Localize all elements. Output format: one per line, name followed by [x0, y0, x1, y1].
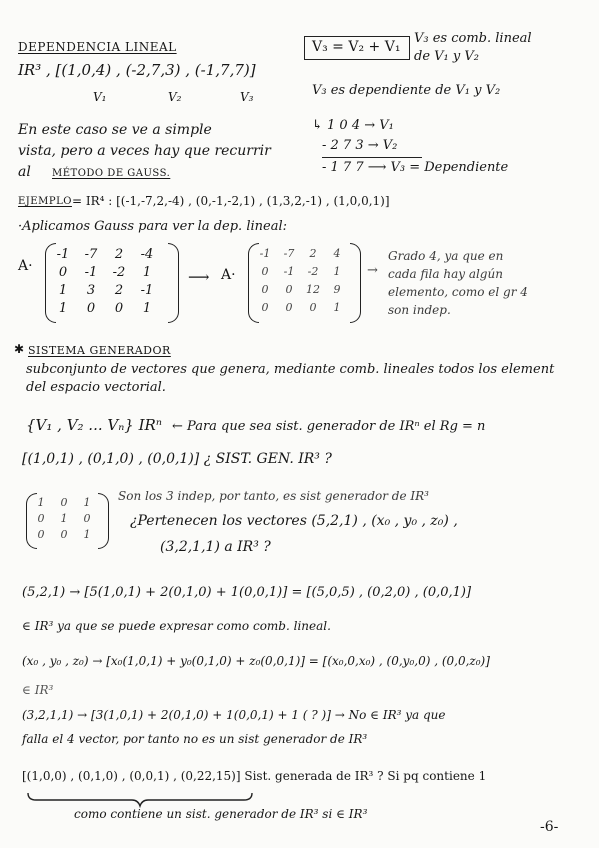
box-note-line-1: V₃ es comb. lineal — [414, 31, 532, 46]
box-note-line-2: de V₁ y V₂ — [414, 49, 479, 64]
indep-note: Son los 3 indep, por tanto, es sist generador de IR³ — [118, 489, 429, 503]
calc-row-1: ↳ 1 0 4 → V₁ — [312, 118, 394, 133]
matrix-a-label: A· — [18, 258, 33, 274]
grado-note-2: cada fila hay algún — [388, 267, 503, 281]
example-vector-set: = IR⁴ : [(-1,-7,2,-4) , (0,-1,-2,1) , (1,3,2,-1) , (1,0,0,1)] — [72, 194, 390, 208]
transform-arrow: ⟶ — [188, 268, 210, 286]
matrix-a-cell: 0 — [114, 301, 124, 316]
calc-row-3: - 1 7 7 ⟶ V₃ = Dependiente — [322, 160, 509, 175]
vector-label-v2: V₂ — [168, 90, 182, 104]
matrix-b-cell: 0 — [261, 301, 269, 314]
matrix-c-cell: 0 — [60, 496, 68, 509]
dependent-note: V₃ es dependiente de V₁ y V₂ — [312, 83, 501, 98]
matrix-c-cell: 1 — [83, 528, 91, 541]
grado-note-4: son indep. — [388, 303, 451, 317]
question-1: [(1,0,1) , (0,1,0) , (0,0,1)] ¿ SIST. GEN. IR³ ? — [22, 451, 332, 467]
section-bullet: ✱ — [14, 342, 25, 356]
intro-line-2: vista, pero a veces hay que recurrir — [18, 143, 271, 159]
equation-1: (5,2,1) → [5(1,0,1) + 2(0,1,0) + 1(0,0,1)] = [(5,0,5) , (0,2,0) , (0,0,1)] — [22, 585, 472, 600]
boxed-equation: V₃ = V₂ + V₁ — [312, 39, 401, 55]
sg-condition: ← Para que sea sist. generador de IRⁿ el Rg = n — [172, 419, 486, 434]
question-2-note: como contiene un sist. generador de IR³ si ∈ IR³ — [74, 807, 368, 821]
calc-row-1-text: 1 0 4 → V₁ — [327, 118, 394, 133]
matrix-c-cell: 1 — [83, 496, 91, 509]
matrix-a-cell: 1 — [58, 301, 68, 316]
sg-definition-1: subconjunto de vectores que genera, mediante comb. lineales todos los element — [26, 362, 555, 377]
sg-definition-2: del espacio vectorial. — [26, 380, 166, 395]
equation-2-note: ∈ IR³ — [22, 683, 54, 697]
matrix-c-cell: 0 — [37, 512, 45, 525]
matrix-b-cell: -2 — [307, 265, 319, 278]
matrix-b-cell: 9 — [333, 283, 341, 296]
matrix-c-cell: 0 — [83, 512, 91, 525]
matrix-a-cell: 3 — [86, 283, 96, 298]
matrix-a-cell: 2 — [114, 283, 124, 298]
example-label: EJEMPLO — [18, 196, 72, 207]
matrix-b-cell: 0 — [261, 283, 269, 296]
grado-note-3: elemento, como el gr 4 — [388, 285, 528, 299]
r3-vector-set: IR³ , [(1,0,4) , (-2,7,3) , (-1,7,7)] — [18, 61, 256, 79]
question-2: [(1,0,0) , (0,1,0) , (0,0,1) , (0,22,15)] Sist. generada de IR³ ? Si pq contiene 1 — [22, 769, 487, 783]
apply-gauss-text: ·Aplicamos Gauss para ver la dep. lineal: — [18, 219, 287, 234]
equation-1-note: ∈ IR³ ya que se puede expresar como comb. lineal. — [22, 619, 331, 633]
matrix-a-cell: 2 — [114, 247, 124, 262]
vector-label-v1: V₁ — [93, 90, 107, 104]
matrix-c-cell: 1 — [60, 512, 68, 525]
intro-line-3: al — [18, 164, 31, 180]
matrix-b-cell: 12 — [306, 283, 320, 296]
equation-2: (x₀ , y₀ , z₀) → [x₀(1,0,1) + y₀(0,1,0) + z₀(0,0,1)] = [(x₀,0,x₀) , (0,y₀,0) , (0,0,z₀)] — [22, 654, 490, 668]
equation-3: (3,2,1,1) → [3(1,0,1) + 2(0,1,0) + 1(0,0,1) + 1 ( ? )] → No ∈ IR³ ya que — [22, 708, 446, 722]
matrix-b-cell: -1 — [283, 265, 295, 278]
gauss-method-label: MÉTODO DE GAUSS. — [52, 168, 171, 179]
matrix-b-cell: 1 — [333, 301, 341, 314]
matrix-c-cell: 0 — [60, 528, 68, 541]
matrix-a-cell: -7 — [84, 247, 98, 262]
matrix-b-cell: 4 — [333, 247, 341, 260]
matrix-b-cell: -7 — [283, 247, 295, 260]
matrix-a-cell: 0 — [58, 265, 68, 280]
matrix-a-cell: -2 — [112, 265, 126, 280]
matrix-b-cell: 2 — [309, 247, 317, 260]
matrix-a-cell: 1 — [142, 265, 152, 280]
calc-row-2: - 2 7 3 → V₂ — [322, 138, 398, 153]
matrix-b-cell: 0 — [285, 283, 293, 296]
page-title: DEPENDENCIA LINEAL — [18, 40, 177, 54]
matrix-a-cell: -1 — [140, 283, 154, 298]
matrix-b-arrow: → — [367, 263, 378, 278]
matrix-b-cell: 0 — [285, 301, 293, 314]
matrix-b-cell: 0 — [261, 265, 269, 278]
matrix-b-label: A· — [221, 267, 236, 283]
pertenecen-line-1: ¿Pertenecen los vectores (5,2,1) , (x₀ , y₀ , z₀) , — [130, 513, 458, 529]
grado-note-1: Grado 4, ya que en — [388, 249, 504, 263]
matrix-a-cell: 1 — [142, 301, 152, 316]
matrix-a-cell: 1 — [58, 283, 68, 298]
matrix-b-cell: -1 — [259, 247, 271, 260]
matrix-b-cell: 1 — [333, 265, 341, 278]
section2-title: SISTEMA GENERADOR — [28, 344, 171, 357]
vector-label-v3: V₃ — [240, 90, 254, 104]
matrix-c-cell: 1 — [37, 496, 45, 509]
matrix-b-cell: 0 — [309, 301, 317, 314]
equation-3-note: falla el 4 vector, por tanto no es un sist generador de IR³ — [22, 732, 368, 746]
matrix-a-cell: -1 — [56, 247, 70, 262]
intro-line-1: En este caso se ve a simple — [18, 122, 212, 138]
matrix-a-cell: -4 — [140, 247, 154, 262]
sg-vector-set: {V₁ , V₂ ... Vₙ} IRⁿ — [26, 416, 162, 434]
page-number: -6- — [540, 819, 559, 835]
pertenecen-line-2: (3,2,1,1) a IR³ ? — [160, 539, 271, 555]
matrix-a-cell: -1 — [84, 265, 98, 280]
matrix-a-cell: 0 — [86, 301, 96, 316]
matrix-c-cell: 0 — [37, 528, 45, 541]
